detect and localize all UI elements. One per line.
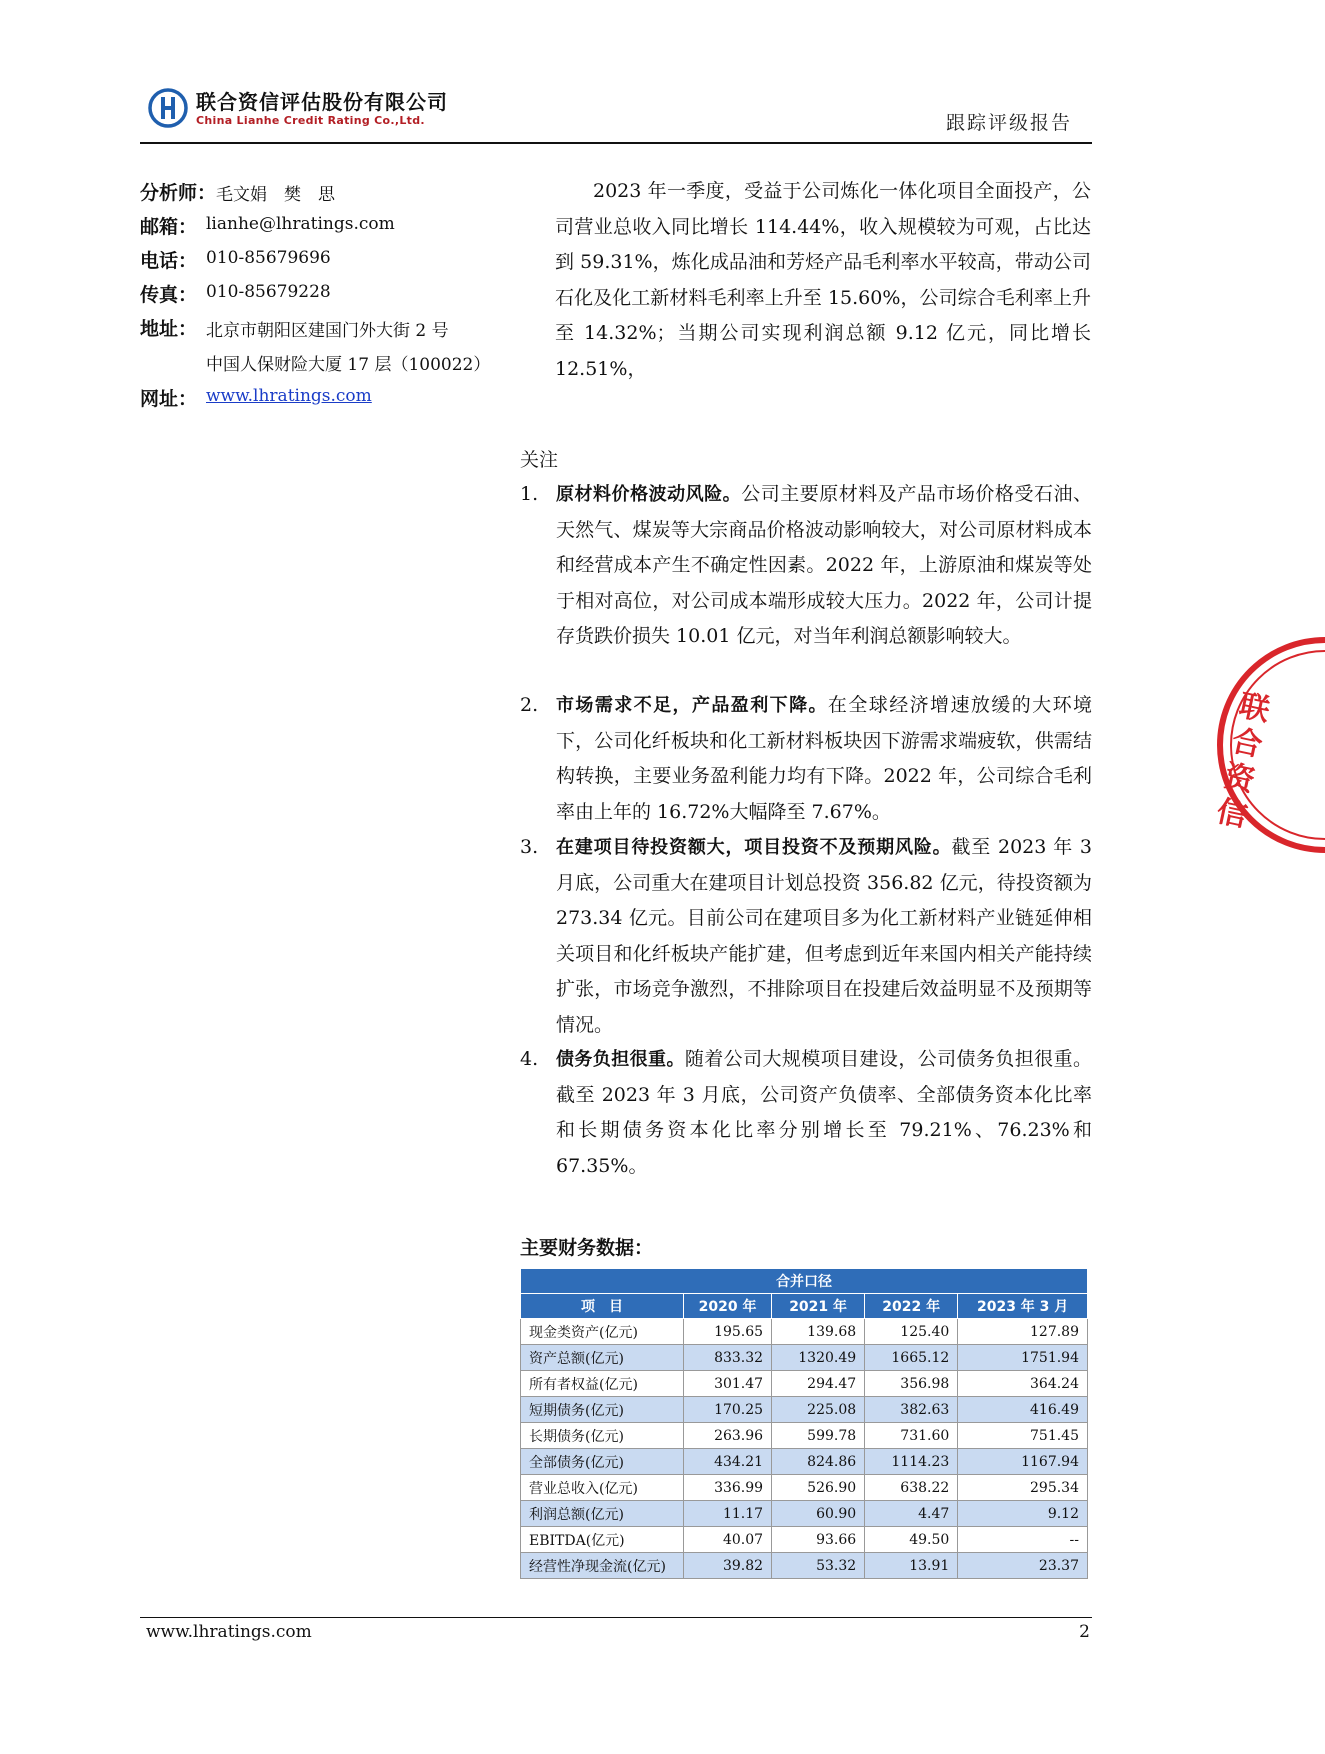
table-cell: 833.32 bbox=[684, 1345, 772, 1371]
column-header: 2020 年 bbox=[684, 1294, 772, 1319]
table-cell: 39.82 bbox=[684, 1553, 772, 1579]
table-cell: 294.47 bbox=[772, 1371, 865, 1397]
page-number: 2 bbox=[1079, 1622, 1090, 1642]
table-row bbox=[521, 1553, 1088, 1579]
row-label: EBITDA(亿元) bbox=[521, 1527, 684, 1553]
risk-number: 2. bbox=[520, 694, 539, 716]
row-label: 现金类资产(亿元) bbox=[521, 1319, 684, 1345]
address-label: 地址： bbox=[140, 318, 198, 340]
table-cell: 9.12 bbox=[958, 1501, 1088, 1527]
analyst-label: 分析师： bbox=[140, 182, 217, 204]
table-cell: 364.24 bbox=[958, 1371, 1088, 1397]
table-cell: 295.34 bbox=[958, 1475, 1088, 1501]
fax-label: 传真： bbox=[140, 284, 198, 306]
table-cell: 356.98 bbox=[865, 1371, 958, 1397]
table-cell: 127.89 bbox=[958, 1319, 1088, 1345]
column-header: 2023 年 3 月 bbox=[958, 1294, 1088, 1319]
table-cell: 434.21 bbox=[684, 1449, 772, 1475]
table-cell: 139.68 bbox=[772, 1319, 865, 1345]
table-cell: 336.99 bbox=[684, 1475, 772, 1501]
table-row bbox=[521, 1397, 1088, 1423]
email-row bbox=[140, 212, 395, 239]
table-group-header: 合并口径 bbox=[521, 1269, 1088, 1294]
risk-text: 截至 2023 年 3 月底，公司重大在建项目计划总投资 356.82 亿元，待投资额为 273.34 亿元。目前公司在建项目多为化工新材料产业链延伸相关项目和化纤板块产能扩建，但考虑到近年来国内相关产能持续扩张，市场竞争激烈，不排除项目在投建后效益明显不及预期等情况。 bbox=[556, 836, 1093, 1036]
header-divider bbox=[140, 142, 1092, 144]
table-cell: -- bbox=[958, 1527, 1088, 1553]
risk-number: 3. bbox=[520, 836, 539, 858]
email-label: 邮箱： bbox=[140, 216, 198, 238]
row-label: 利润总额(亿元) bbox=[521, 1501, 684, 1527]
table-cell: 49.50 bbox=[865, 1527, 958, 1553]
website-label: 网址： bbox=[140, 388, 198, 410]
svg-text:联合资信: 联合资信 bbox=[1207, 687, 1272, 836]
table-row bbox=[521, 1319, 1088, 1345]
fax-value: 010-85679228 bbox=[206, 282, 331, 302]
company-logo-icon bbox=[148, 88, 188, 128]
address-line-1: 北京市朝阳区建国门外大街 2 号 bbox=[206, 321, 449, 341]
table-cell: 11.17 bbox=[684, 1501, 772, 1527]
address-row bbox=[140, 314, 449, 341]
table-cell: 125.40 bbox=[865, 1319, 958, 1345]
risk-item-2 bbox=[520, 688, 1092, 830]
company-name-cn: 联合资信评估股份有限公司 bbox=[196, 90, 448, 114]
footer-website: www.lhratings.com bbox=[146, 1622, 312, 1642]
row-label: 短期债务(亿元) bbox=[521, 1397, 684, 1423]
table-cell: 1665.12 bbox=[865, 1345, 958, 1371]
intro-text: 2023 年一季度，受益于公司炼化一体化项目全面投产，公司营业总收入同比增长 114.44%，收入规模较为可观，占比达到 59.31%，炼化成品油和芳烃产品毛利率水平较高，带动公司石化及化工新材料毛利率上升至 15.60%，公司综合毛利率上升至 14.32%；当期公司实现利润总额 9.12 亿元，同比增长 12.51%， bbox=[555, 180, 1091, 380]
seal-stamp-icon bbox=[1205, 620, 1325, 870]
table-row bbox=[521, 1449, 1088, 1475]
website-link[interactable]: www.lhratings.com bbox=[206, 386, 372, 406]
risk-text: 公司主要原材料及产品市场价格受石油、天然气、煤炭等大宗商品价格波动影响较大，对公司原材料成本和经营成本产生不确定性因素。2022 年，上游原油和煤炭等处于相对高位，对公司成本端形成较大压力。2022 年，公司计提存货跌价损失 10.01 亿元，对当年利润总额影响较大。 bbox=[556, 483, 1092, 647]
table-cell: 731.60 bbox=[865, 1423, 958, 1449]
table-cell: 53.32 bbox=[772, 1553, 865, 1579]
risk-number: 1. bbox=[520, 483, 539, 505]
phone-value: 010-85679696 bbox=[206, 248, 331, 268]
fax-row bbox=[140, 280, 331, 307]
table-cell: 195.65 bbox=[684, 1319, 772, 1345]
table-cell: 60.90 bbox=[772, 1501, 865, 1527]
website-row bbox=[140, 384, 372, 411]
risk-text: 在全球经济增速放缓的大环境下，公司化纤板块和化工新材料板块因下游需求端疲软，供需结构转换，主要业务盈利能力均有下降。2022 年，公司综合毛利率由上年的 16.72%大幅降至 7.67%。 bbox=[556, 694, 1092, 823]
row-label: 资产总额(亿元) bbox=[521, 1345, 684, 1371]
row-label: 经营性净现金流(亿元) bbox=[521, 1553, 684, 1579]
table-cell: 1167.94 bbox=[958, 1449, 1088, 1475]
table-cell: 40.07 bbox=[684, 1527, 772, 1553]
table-cell: 416.49 bbox=[958, 1397, 1088, 1423]
financial-table bbox=[520, 1268, 1088, 1579]
risk-heading: 市场需求不足，产品盈利下降。 bbox=[556, 695, 828, 716]
row-label: 所有者权益(亿元) bbox=[521, 1371, 684, 1397]
risk-item-4 bbox=[520, 1042, 1092, 1184]
table-cell: 1320.49 bbox=[772, 1345, 865, 1371]
column-header: 项 目 bbox=[521, 1294, 684, 1319]
risk-heading: 在建项目待投资额大，项目投资不及预期风险。 bbox=[556, 837, 952, 858]
risk-heading: 原材料价格波动风险。 bbox=[556, 484, 742, 505]
page-header bbox=[140, 82, 1092, 142]
table-cell: 93.66 bbox=[772, 1527, 865, 1553]
table-cell: 170.25 bbox=[684, 1397, 772, 1423]
table-cell: 751.45 bbox=[958, 1423, 1088, 1449]
risk-number: 4. bbox=[520, 1048, 539, 1070]
risk-text: 随着公司大规模项目建设，公司债务负担很重。截至 2023 年 3 月底，公司资产负债率、全部债务资本化比率和长期债务资本化比率分别增长至 79.21%、76.23%和 67.35%。 bbox=[556, 1048, 1092, 1177]
table-cell: 23.37 bbox=[958, 1553, 1088, 1579]
column-header: 2022 年 bbox=[865, 1294, 958, 1319]
table-cell: 382.63 bbox=[865, 1397, 958, 1423]
column-header: 2021 年 bbox=[772, 1294, 865, 1319]
table-cell: 1114.23 bbox=[865, 1449, 958, 1475]
risk-item-3 bbox=[520, 830, 1092, 1043]
focus-title: 关注 bbox=[520, 449, 559, 471]
table-row bbox=[521, 1423, 1088, 1449]
email-value[interactable]: lianhe@lhratings.com bbox=[206, 214, 395, 234]
table-cell: 526.90 bbox=[772, 1475, 865, 1501]
address-line-2: 中国人保财险大厦 17 层（100022） bbox=[206, 355, 491, 375]
table-cell: 1751.94 bbox=[958, 1345, 1088, 1371]
analyst-value: 毛文娟 樊 思 bbox=[216, 185, 335, 205]
row-label: 长期债务(亿元) bbox=[521, 1423, 684, 1449]
company-name-en: China Lianhe Credit Rating Co.,Ltd. bbox=[196, 114, 425, 127]
table-cell: 301.47 bbox=[684, 1371, 772, 1397]
risk-heading: 债务负担很重。 bbox=[556, 1049, 685, 1070]
phone-row bbox=[140, 246, 331, 273]
table-cell: 638.22 bbox=[865, 1475, 958, 1501]
table-cell: 13.91 bbox=[865, 1553, 958, 1579]
table-cell: 225.08 bbox=[772, 1397, 865, 1423]
table-title: 主要财务数据： bbox=[520, 1237, 654, 1259]
table-row bbox=[521, 1475, 1088, 1501]
table-cell: 824.86 bbox=[772, 1449, 865, 1475]
table-cell: 4.47 bbox=[865, 1501, 958, 1527]
report-type: 跟踪评级报告 bbox=[945, 112, 1072, 134]
intro-paragraph bbox=[555, 174, 1091, 387]
table-row bbox=[521, 1501, 1088, 1527]
analyst-row bbox=[140, 178, 335, 205]
table-row bbox=[521, 1371, 1088, 1397]
row-label: 全部债务(亿元) bbox=[521, 1449, 684, 1475]
table-row bbox=[521, 1345, 1088, 1371]
footer-divider bbox=[140, 1617, 1092, 1618]
table-row bbox=[521, 1527, 1088, 1553]
table-cell: 599.78 bbox=[772, 1423, 865, 1449]
table-cell: 263.96 bbox=[684, 1423, 772, 1449]
row-label: 营业总收入(亿元) bbox=[521, 1475, 684, 1501]
phone-label: 电话： bbox=[140, 250, 198, 272]
risk-item-1 bbox=[520, 477, 1092, 655]
